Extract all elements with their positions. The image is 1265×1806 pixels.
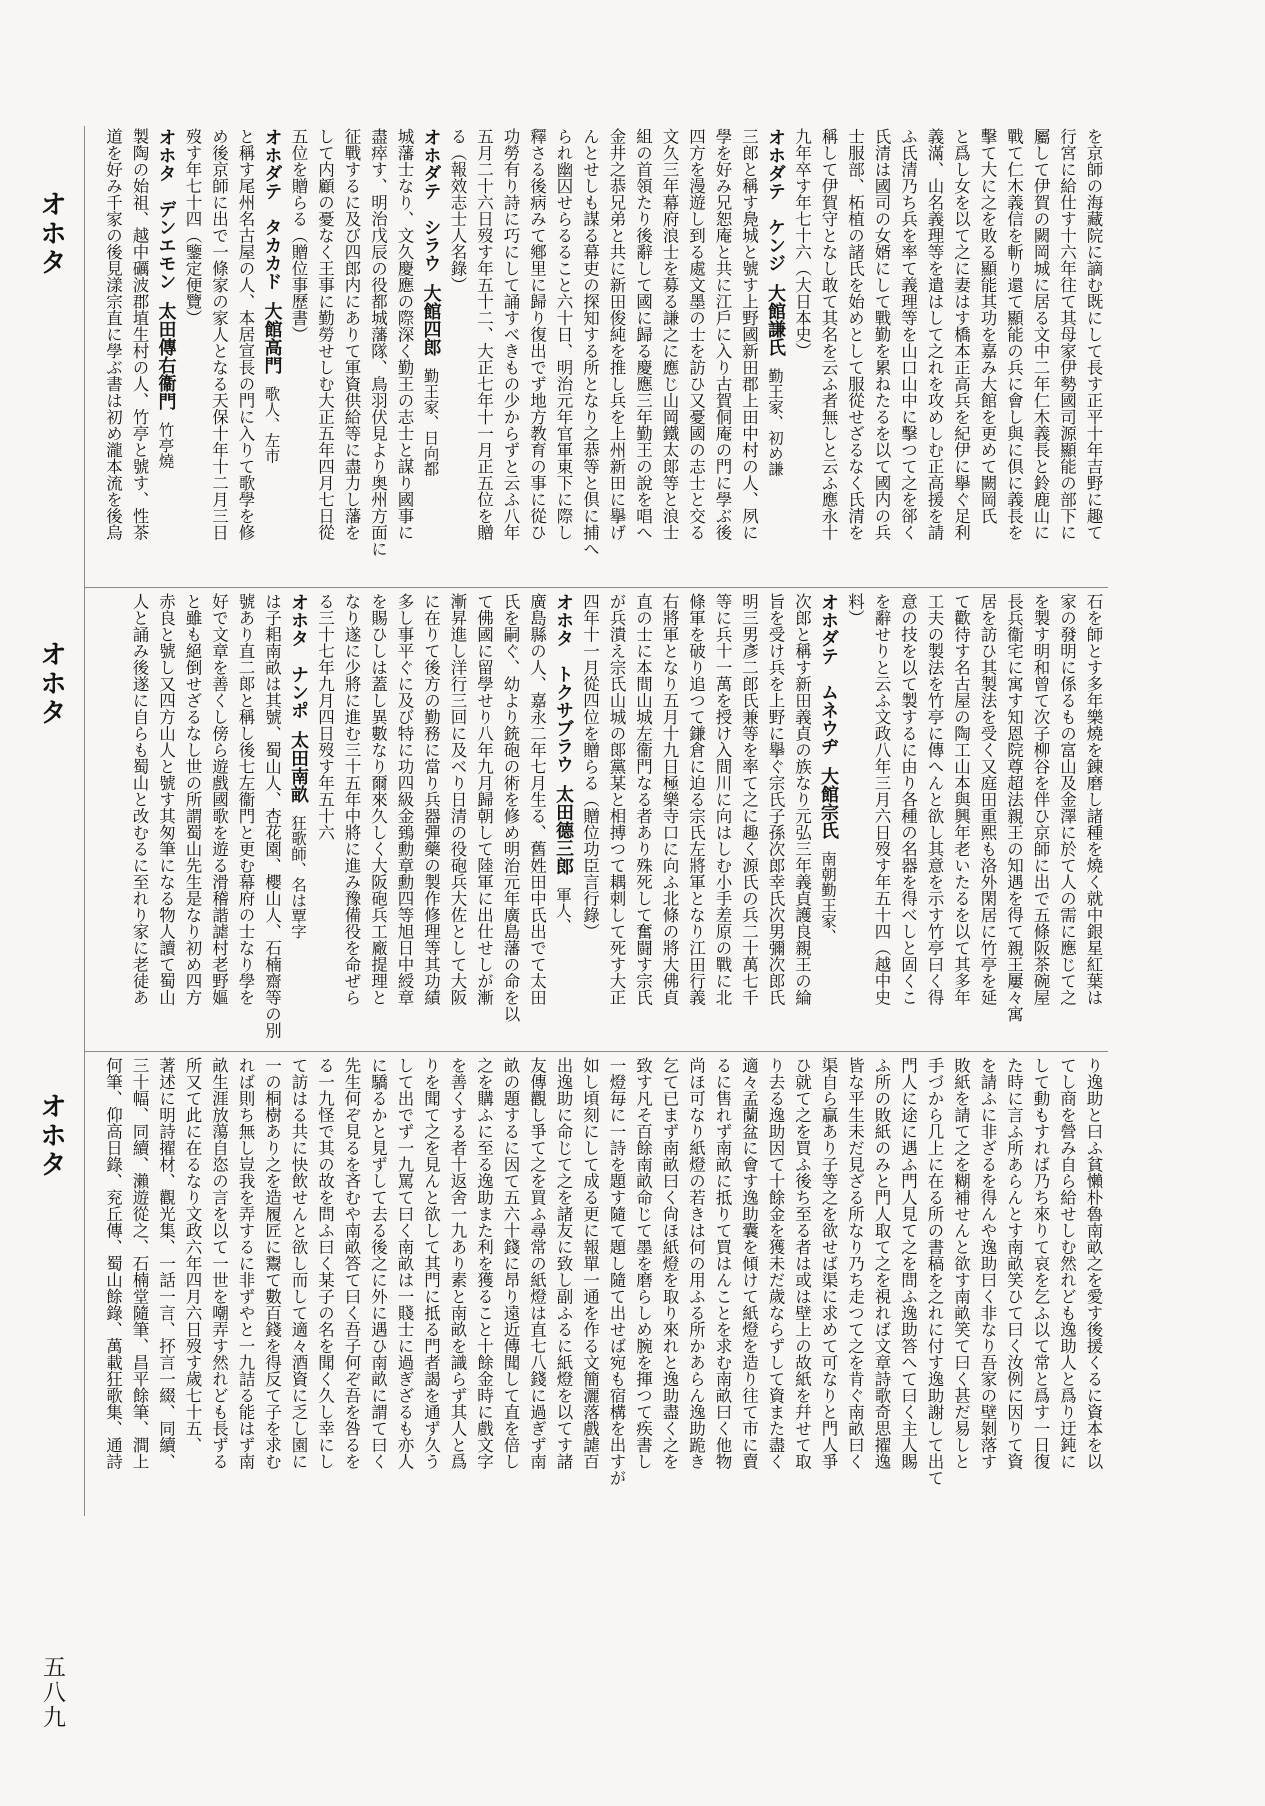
text-column: 皆な平生未だ見ざる所なり乃ち走つて之を肯ぐ南畝曰く	[845, 1057, 865, 1470]
text-column: して内顧の憂なく王事に勤勞せしむ大正五年四月七日從	[315, 128, 335, 541]
text-column: 之を購ふに至る逸助また利を獲ること十餘金時に戲文字	[474, 1057, 494, 1470]
text-column: 擊て大に之を敗る顯能其功を嘉み大館を更めて闕岡氏	[978, 128, 997, 524]
text-column: 義滿、山名義理等を遣はして之れを攻めしむ正高援を請	[925, 128, 944, 541]
entry-description: 軍人、	[554, 887, 572, 934]
text-column: 道を好み千家の後見漾宗直に學ぶ書は初め瀧本流を後烏	[103, 128, 123, 541]
text-column: 意の技を以て製するに由り各種の名器を得べしと固くこ	[898, 593, 918, 1006]
entry-name: 大館謙氏	[765, 284, 786, 356]
text-column: 直の士に本間山城左衞門なる者あり殊死して奮闘す宗氏	[633, 593, 653, 1006]
text-column: 一燈毎に一詩を題す隨て題し隨て出せば宛も宿構を出すが	[607, 1057, 626, 1486]
text-column: 先生何ぞ見るを吝むや南畝答て曰く吾子何ぞ吾を咎るを	[342, 1057, 361, 1470]
entry-name: 太田南畝	[288, 731, 309, 803]
text-column: ひ就て之を買ふ後ち至る者は或は壁上の故紙を幷せて取	[792, 1057, 812, 1470]
text-column: ふ氏清乃ち兵を率て義理等を山口山中に擊つて之を郤く	[898, 128, 918, 541]
text-column: と雖も絕倒せざるなし世の所謂蜀山先生是なり初め四方	[183, 593, 202, 1006]
text-column: は子耜南畝は其號、蜀山人、杏花園、櫻山人、石楠齋等の別	[262, 593, 282, 1039]
text-column: 畝の題するに因て五六十錢に昂り遠近傳聞して直を倍し	[501, 1057, 520, 1470]
text-column: 手づから几上に在る所の書稿を之れに付す逸助謝して出て	[925, 1057, 944, 1486]
text-column: りを聞て之を見んと欲して其門に抵る門者謁を通ず久う	[421, 1057, 441, 1470]
text-column: を製す明和曾て次子柳谷を伴ひ京師に出で五條阪茶碗屋	[1031, 593, 1050, 1006]
entry-reading: オホタ デンエモン	[155, 128, 177, 290]
text-column: 明三男彥二郎氏兼等を率て之に趣く源氏の兵二十萬七千	[739, 593, 759, 1006]
text-column: るに售れず南畝に抵りて買はんことを求む南畝曰く他物	[713, 1057, 732, 1470]
text-column: た時に言ふ所あらんとす南畝笑ひて曰く汝例に因りて資	[1004, 1057, 1024, 1470]
text-column: 出逸助に命じて之を諸友に致し副ふるに紙燈を以てす諸	[554, 1057, 573, 1470]
text-column: なり遂に少將に進む三十五年中將に進み豫備役を命ぜら	[342, 593, 361, 1006]
text-column: 九年卒す年七十六（大日本史）	[792, 128, 812, 359]
text-column: 廣島縣の人、嘉永二年七月生る、舊姓田中氏出でて太田	[527, 593, 547, 1006]
band-divider	[84, 587, 1108, 588]
text-column: り去る逸助因て十餘金を獲未だ歲ならずして資また盡く	[766, 1057, 785, 1470]
entry-reading: オホダテ ムネウヂ	[818, 593, 839, 755]
entry-name: 太田德三郎	[553, 785, 574, 875]
text-column: 右將軍となり五月十九日極樂寺口に向ふ北條の將大佛貞	[660, 593, 679, 1006]
text-column: て佛國に留學せり八年九月歸朝して陸軍に出仕せしが漸	[474, 593, 494, 1006]
text-column: 歿す年七十四（鑒定便覽）	[183, 128, 202, 326]
text-column: 旨を受け兵を上野に擧ぐ宗氏子孫次郎幸氏次男彌次郎氏	[766, 593, 785, 1006]
page-number: 五八九	[39, 1655, 65, 1730]
text-column: 號あり直二郞と稱し後七左衞門と更む幕府の士なり學を	[236, 593, 255, 1006]
text-column: て訪はる共に快飲せんと欲し而して適々酒資に乏し園に	[289, 1057, 308, 1470]
entry-heading	[815, 593, 842, 1048]
text-column: 門人に途に遇ふ門人見て之を問ふ逸助答へて曰く主人賜	[898, 1057, 918, 1470]
text-column: 多し事平ぐに及び特に功四級金鵄勳章勳四等旭日中綬章	[395, 593, 414, 1006]
margin-rule	[84, 126, 85, 1516]
entry-heading	[550, 593, 577, 1048]
text-column: 三十幅、同續、瀨遊從之、石楠堂隨筆、昌平餘筆、澗上	[130, 1057, 149, 1470]
text-column: 四方を漫遊し到る處文墨の士を訪ひ又憂國の志士と交る	[686, 128, 706, 541]
text-column: と稱す尾州名古屋の人、本居宣長の門に入りて歌學を修	[236, 128, 255, 541]
text-column: 著述に明詩擢材、觀光集、一話一言、抔言一綴、同續、	[156, 1057, 176, 1470]
running-index-label: オホタ	[35, 190, 66, 277]
text-column: 四年十一月從四位を贈らる（贈位功臣言行錄）	[580, 593, 600, 940]
text-column: 金井之恭兄弟と共に新田俊純を推し兵を上州新田に擧げ	[607, 128, 626, 541]
text-column: 城藩士なり、文久慶應の際深く勤王の志士と謀り國事に	[395, 128, 414, 541]
entry-heading	[258, 128, 285, 583]
text-column: 功勞有り詩に巧にして誦すべきもの少からずと云ふ八年	[501, 128, 520, 541]
text-column: 戰て仁木義信を斬り還て顯能の兵に會し與に倶に義長を	[1004, 128, 1024, 541]
entry-description: 狂歌師、名は覃字	[289, 815, 307, 939]
text-column: 畝生涯放蕩自恣の言を以て一世を嘲弄す然れども長ずる	[209, 1057, 229, 1470]
text-column: られ幽囚せらるること六十日、明治元年官軍東下に際し	[554, 128, 573, 541]
entry-heading	[417, 128, 444, 583]
entry-reading: オホタ ナンポ	[288, 593, 309, 719]
text-column: 漸昇進し洋行三回に及べり日清の役砲兵大佐として大阪	[448, 593, 467, 1006]
text-column: 士服部、柘植の諸氏を始めとして服從せざるなく氏清を	[845, 128, 865, 541]
entry-reading: オホタ トクサブラウ	[553, 593, 574, 773]
entry-reading: オホダテ タカカド	[261, 128, 283, 290]
text-column: る三十七年九月四日歿す年五十六	[315, 593, 335, 841]
running-index-label: オホタ	[35, 640, 66, 727]
text-column: 學を好み兄恕庵と共に江戶に入り古賀侗庵の門に學ぶ後	[713, 128, 732, 541]
text-column: 釋さる後病みて鄕里に歸り復出でず地方教育の事に從ひ	[527, 128, 547, 541]
entry-reading: オホダテ シラウ	[420, 128, 442, 272]
text-column: て歡待す名古屋の陶工山本與興年老いたるを以て其多年	[951, 593, 971, 1006]
text-column: 長兵衞宅に寓す知恩院尊超法親王の知遇を得て親王屢々寓	[1004, 593, 1024, 1022]
entry-name: 大館四郎	[420, 284, 442, 356]
text-column: 家の發明に係るもの富山及金澤に於て人の需に應じて之	[1057, 593, 1077, 1006]
text-column: 所又て此に在るなり文政六年四月六日歿す歲七十五、	[183, 1057, 202, 1453]
text-column: 條軍を破り追つて鎌倉に迫る宗氏左將軍となり江田行義	[686, 593, 706, 1006]
entry-heading	[285, 593, 312, 1048]
text-column: 敗紙を請て之を糊補せんと欲す南畝笑て曰く甚だ易しと	[951, 1057, 971, 1470]
text-column: を京師の海藏院に謫む既にして長す正平十年吉野に趣て	[1084, 128, 1103, 541]
text-column: を請ふに非ざるを得んや逸助曰く非なり吾家の壁剝落す	[978, 1057, 997, 1470]
text-column: 友傳觀し爭て之を買ふ尋常の紙燈は直七八錢に過ぎず南	[527, 1057, 547, 1470]
text-column: 渠自ら贏あり子等之を欲せば渠に求めて可なりと門人爭	[819, 1057, 838, 1470]
text-column: 五位を贈らる（贈位事歷書）	[289, 128, 308, 343]
text-column: 人と誦み後遂に自らも蜀山と改むるに至れり家に老徒あ	[130, 593, 149, 1006]
text-column: 氏を嗣ぐ、幼より銃砲の術を修め明治元年廣島藩の命を以	[501, 593, 520, 1022]
text-column: 尚ほ可なり紙燈の若きは何の用ふる所かあらん逸助跪き	[686, 1057, 706, 1470]
text-column: 五月二十六日歿す年五十二、大正七年十一月正五位を贈	[474, 128, 494, 541]
text-column: 屬して伊賀の闕岡城に居る文中二年仁木義長と鈴鹿山に	[1031, 128, 1050, 541]
text-band-top	[96, 128, 1106, 583]
text-column: 石を師とす多年樂燒を錬磨し諸種を燒く就中銀星紅葉は	[1084, 593, 1103, 1006]
text-column: して動もすれば乃ち來りて哀を乞ふ以て常と爲す一日復	[1031, 1057, 1050, 1470]
text-column: に驕るかと見ずして去る後之に外に遇ひ南畝に謂て曰く	[368, 1057, 388, 1470]
text-column: 如し頃刻にして成る更に報單一通を作る文簡灑落戲謔百	[580, 1057, 600, 1470]
text-column: して出でず一九罵て曰く南畝は一賤士に過ぎざるも亦人	[395, 1057, 414, 1470]
text-column: 行宮に給仕す十六年往て其母家伊勢國司源顯能の部下に	[1057, 128, 1077, 541]
entry-name: 太田傳右衞門	[155, 302, 177, 410]
text-column: 料）	[845, 593, 865, 626]
text-column: 盡瘁す、明治戊辰の役都城藩隊、鳥羽伏見より奥州方面に	[368, 128, 388, 557]
entry-heading	[762, 128, 789, 583]
text-column: 乞て已まず南畝曰く尙ほ紙燈を取り來れと逸助盡く之を	[660, 1057, 679, 1470]
text-column: 適々孟蘭盆に會す逸助囊を傾けて紙燈を造り往て市に賣	[739, 1057, 759, 1470]
text-column: る（報效志士人名錄）	[448, 128, 467, 293]
entry-description: 勤王家、日向都	[421, 368, 440, 477]
text-column: 次郎と稱す新田義貞の族なり元弘三年義貞護良親王の綸	[792, 593, 812, 1006]
text-column: と爲し女を以て之に妻はす橋本正高兵を紀伊に擧ぐ足利	[951, 128, 971, 541]
running-index-label: オホタ	[35, 1092, 66, 1179]
text-column: 製陶の始祖、越中礪波郡埴生村の人、竹亭と號す、性茶	[130, 128, 149, 541]
text-column: を賜ひしは蓋し異數なり爾來久しく大阪砲兵工廠提理と	[368, 593, 388, 1006]
text-column: め後京師に出で一條家の家人となる天保十年十二月三日	[209, 128, 229, 541]
entry-description: 竹亭燒	[156, 422, 175, 469]
entry-name: 大館宗氏	[818, 767, 839, 839]
text-column: 何筆、仰高日錄、兖丘傳、蜀山餘錄、萬載狂歌集、通詩	[103, 1057, 123, 1470]
entry-reading: オホダテ ケンジ	[765, 128, 786, 272]
text-column: 一の桐樹あり之を造履匠に鬻て數百錢を得反て子を求む	[262, 1057, 282, 1470]
entry-description: 勤王家、初め謙	[766, 368, 784, 477]
text-column: 三郎と稱す鳧城と號す上野國新田郡上田中村の人、夙に	[739, 128, 759, 541]
text-band-bottom	[96, 1057, 1106, 1512]
text-column: る一九怪で其の故を問ふ曰く某子の名を聞く久し幸にし	[315, 1057, 335, 1470]
band-divider	[84, 1051, 1108, 1052]
text-column: を辭せりと云ふ文政八年三月六日歿す年五十四（越中史	[872, 593, 891, 1006]
text-column: 工夫の製法を竹亭に傳へんと欲し其意を示す竹亭曰く得	[925, 593, 944, 1006]
text-column: 稱して伊賀守となし敢て其名を云ふ者無しと云ふ應永十	[819, 128, 838, 541]
text-column: 文久三年幕府浪士を募る謙之に應じ山岡鐵太郞等と浪士	[660, 128, 679, 541]
entry-description: 歌人、左市	[262, 386, 281, 464]
text-column: 好で文章を善くし傍ら遊戲國歌を遊る滑稽諧謔村老野嫗	[209, 593, 229, 1006]
text-column: に在りて後方の勤務に當り兵器彈藥の製作修理等其功績	[421, 593, 441, 1006]
text-column: を善くする者十返舍一九あり素と南畝を識らず其人と爲	[448, 1057, 467, 1470]
text-column: 居を訪ひ其製法を受く又庭田重熙も洛外閑居に竹亭を延	[978, 593, 997, 1006]
text-column: 氏清は國司の女婿にして戰勤を累ねたるを以て國内の兵	[872, 128, 891, 541]
text-column: 致す凡そ百餘南畝命じて墨を磨らしめ腕を揮つて疾書し	[633, 1057, 653, 1470]
entry-heading	[152, 128, 179, 583]
text-column: が兵潰え宗氏山城の郞黨某と相搏つて耦刺して死す大正	[607, 593, 626, 1006]
text-column: れば則ち無し豈我を弄するに非ずやと一九詰る能はず南	[236, 1057, 255, 1470]
text-column: り逸助と曰ふ貧懶朴魯南畝之を愛す後援くるに資本を以	[1084, 1057, 1103, 1470]
entry-name: 大館高門	[261, 302, 283, 374]
text-column: 征戰するに及び四郎内にありて軍資供給等に盡力し藩を	[342, 128, 361, 541]
text-column: 組の首領たり後辭して國に歸る慶應三年勤王の說を唱へ	[633, 128, 653, 541]
entry-description: 南朝勤王家、	[819, 851, 837, 944]
text-column: んとせしも謀る幕吏の探知する所となり之恭等と倶に捕へ	[580, 128, 600, 557]
text-band-middle	[96, 593, 1106, 1048]
text-column: てし商を營み自ら給せしむ然れども逸助人と爲り迂鈍に	[1057, 1057, 1077, 1470]
text-column: ふ所の敗紙のみと門人取て之を視れば文章詩歌奇思擢逸	[872, 1057, 891, 1470]
text-column: 等に兵十一萬を授け入間川に向はしむ小手差原の戰に北	[713, 593, 732, 1006]
text-column: 赤良と號し又四方山人と號す其匆筆になる物人讀て蜀山	[156, 593, 176, 1006]
